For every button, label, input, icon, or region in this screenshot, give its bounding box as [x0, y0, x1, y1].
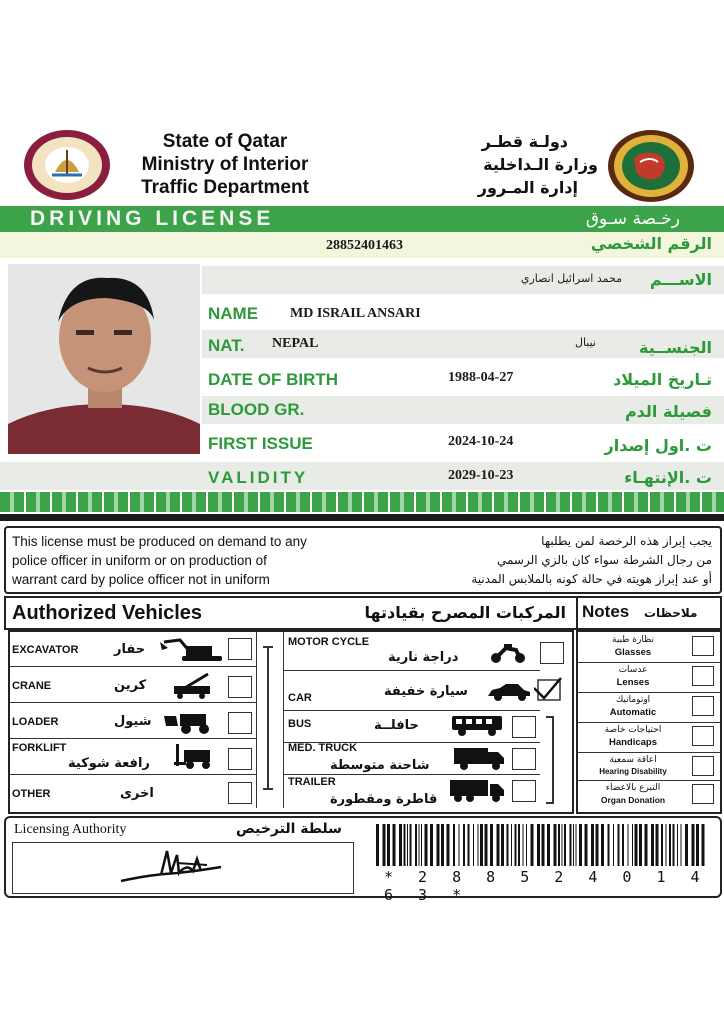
barcode-bar — [515, 824, 517, 866]
note-label-ar: اوتوماتيك — [615, 695, 651, 705]
authority-box — [4, 816, 722, 904]
barcode-bar — [410, 824, 412, 866]
barcode-bar — [453, 824, 455, 866]
vehicle-label: FORKLIFT — [12, 742, 67, 754]
notes-title: Notes — [582, 602, 630, 621]
barcode-bar — [585, 824, 588, 866]
other-checkbox[interactable] — [228, 782, 252, 804]
barcode-bar — [526, 824, 527, 866]
barcode-bar — [473, 824, 474, 866]
vehicle-label: MED. TRUCK — [288, 742, 358, 754]
forklift-icon — [174, 744, 218, 775]
vehicle-label-ar: سيارة خفيفة — [384, 684, 468, 699]
separator-bar — [0, 514, 724, 521]
barcode-bar — [459, 824, 460, 866]
barcode-bar — [468, 824, 470, 866]
header-department-ar: إدارة المـرور — [477, 178, 578, 197]
note-label-ar: نظارة طبية — [612, 635, 654, 645]
barcode-bar — [425, 824, 428, 866]
barcode-bar — [531, 824, 534, 866]
barcode-bar — [656, 824, 659, 866]
nationality-label: NAT. — [208, 336, 245, 355]
barcode-bar — [632, 824, 633, 866]
vehicle-label-ar: شيول — [114, 714, 152, 729]
vehicle-label-ar: اخرى — [120, 786, 154, 801]
barcode-bar — [666, 824, 667, 866]
barcode-bar — [562, 824, 563, 866]
header-state: State of Qatar — [162, 131, 288, 152]
barcode-bar — [518, 824, 520, 866]
barcode-bar — [523, 824, 524, 866]
barcode-bar — [591, 824, 594, 866]
barcode-bar — [645, 824, 648, 866]
vehicle-label: OTHER — [12, 788, 51, 800]
vehicle-label-ar: دراجة نارية — [388, 650, 459, 665]
header-state-ar: دولـة قطـر — [481, 132, 568, 151]
barcode — [374, 824, 708, 866]
heavy-vehicles-column — [10, 632, 256, 808]
vehicle-label-ar: رافعة شوكية — [68, 756, 150, 771]
barcode-bar — [601, 824, 604, 866]
vehicle-label-ar: شاحنة متوسطة — [330, 758, 430, 773]
vehicle-label: CAR — [288, 692, 312, 704]
automatic-checkbox[interactable] — [692, 696, 714, 716]
barcode-bar — [399, 824, 402, 866]
note-label: Handicaps — [608, 737, 658, 748]
moi-emblem-icon — [22, 128, 112, 202]
notice-line-1: This license must be produced on demand to any — [12, 534, 307, 549]
name-value-ar: محمد اسرائيل انصاري — [520, 272, 622, 285]
barcode-bar — [441, 824, 444, 866]
trailer-icon — [450, 780, 504, 807]
barcode-bar — [677, 824, 678, 866]
barcode-bar — [596, 824, 599, 866]
validity-value: 2029-10-23 — [448, 468, 514, 483]
vehicle-label-ar: كرين — [114, 678, 147, 693]
header-ministry: Ministry of Interior — [141, 154, 309, 175]
gcc-emblem-icon — [606, 128, 696, 204]
vehicle-label: EXCAVATOR — [12, 644, 79, 656]
license-title: DRIVING LICENSE — [30, 207, 275, 230]
barcode-bar — [576, 824, 577, 866]
barcode-bar — [437, 824, 440, 866]
vehicle-label: MOTOR CYCLE — [288, 636, 370, 648]
barcode-bar — [542, 824, 545, 866]
excavator-checkbox[interactable] — [228, 638, 252, 660]
barcode-bar — [501, 824, 504, 866]
note-label-ar: التبرع بالاعضاء — [605, 783, 661, 793]
barcode-bar — [421, 824, 422, 866]
note-label-ar: عدسات — [618, 665, 648, 675]
lenses-checkbox[interactable] — [692, 666, 714, 686]
barcode-bar — [419, 824, 420, 866]
personal-number: 28852401463 — [326, 238, 403, 253]
barcode-bar — [618, 824, 620, 866]
dob-label-ar: تـاريخ الميلاد — [613, 370, 712, 389]
dob-label: DATE OF BIRTH — [208, 370, 339, 389]
barcode-bar — [651, 824, 654, 866]
bus-checkbox[interactable] — [512, 716, 536, 738]
barcode-bar — [639, 824, 642, 866]
barcode-bar — [669, 824, 671, 866]
first-issue-label: FIRST ISSUE — [208, 434, 313, 453]
barcode-bar — [393, 824, 396, 866]
bracket-divider — [256, 632, 284, 808]
barcode-bar — [463, 824, 465, 866]
name-label: NAME — [208, 304, 259, 323]
barcode-bar — [696, 824, 699, 866]
light-vehicles-column — [284, 632, 540, 808]
authority-label-ar: سلطة الترخيص — [236, 821, 342, 837]
barcode-bar — [622, 824, 624, 866]
barcode-bar — [497, 824, 500, 866]
barcode-bar — [628, 824, 629, 866]
vehicles-title-box — [4, 596, 578, 630]
notice-line-1-ar: يجب إبراز هذه الرخصة لمن يطلبها — [541, 534, 712, 548]
vehicle-label: LOADER — [12, 716, 59, 728]
barcode-bar — [537, 824, 540, 866]
license-front — [0, 122, 724, 514]
holder-photo — [8, 264, 200, 454]
barcode-bar — [485, 824, 488, 866]
loader-icon — [164, 710, 220, 739]
notice-line-3: warrant card by police officer not in uniform — [12, 572, 270, 587]
car-icon — [486, 682, 532, 707]
nationality-value: NEPAL — [272, 336, 319, 351]
header-ministry-ar: وزارة الـداخلية — [483, 155, 598, 174]
barcode-bar — [430, 824, 433, 866]
barcode-bar — [387, 824, 390, 866]
barcode-bar — [702, 824, 705, 866]
name-value: MD ISRAIL ANSARI — [290, 306, 421, 321]
hearing-checkbox[interactable] — [692, 756, 714, 776]
notice-line-3-ar: أو عند إبراز هويته في حالة كونه بالملابس المدنية — [471, 572, 712, 586]
vehicle-label-ar: حافلــة — [374, 718, 419, 733]
vehicle-label: BUS — [288, 718, 312, 730]
bracket-divider-right — [542, 712, 564, 808]
note-label-ar: احتياجات خاصة — [604, 725, 662, 735]
blood-label: BLOOD GR. — [208, 400, 305, 419]
crane-checkbox[interactable] — [228, 676, 252, 698]
barcode-bar — [554, 824, 557, 866]
blood-label-ar: فصيلة الدم — [624, 402, 712, 421]
note-label: Glasses — [614, 647, 652, 658]
med-truck-checkbox[interactable] — [512, 748, 536, 770]
barcode-bar — [511, 824, 512, 866]
note-label: Organ Donation — [600, 795, 666, 805]
nationality-label-ar: الجنســية — [638, 338, 712, 357]
notice-line-2-ar: من رجال الشرطة سواء كان بالزي الرسمي — [496, 553, 712, 567]
barcode-bar — [507, 824, 509, 866]
barcode-bar — [383, 824, 386, 866]
barcode-bar — [480, 824, 483, 866]
barcode-bar — [415, 824, 417, 866]
nationality-value-ar: نيبال — [574, 336, 596, 349]
notes-title-box — [576, 596, 722, 630]
personal-number-label-ar: الرقم الشخصي — [590, 234, 712, 253]
barcode-bar — [579, 824, 582, 866]
authority-label: Licensing Authority — [14, 822, 127, 837]
car-checkbox[interactable] — [534, 676, 562, 702]
barcode-bar — [404, 824, 406, 866]
barcode-bar — [685, 824, 688, 866]
trailer-checkbox[interactable] — [512, 780, 536, 802]
barcode-bar — [681, 824, 682, 866]
first-issue-label-ar: ت .اول إصدار — [604, 436, 712, 455]
note-label: Hearing Disability — [599, 767, 667, 776]
vehicles-title-ar: المركبات المصرح بقيادتها — [364, 603, 566, 622]
loader-checkbox[interactable] — [228, 712, 252, 734]
notes-title-ar: ملاحظات — [644, 606, 698, 620]
motorcycle-icon — [488, 642, 528, 669]
organ-donation-checkbox[interactable] — [692, 784, 714, 804]
handicaps-checkbox[interactable] — [692, 726, 714, 746]
barcode-digits: * 2 8 8 5 2 4 0 1 4 6 3 * — [384, 868, 708, 904]
dob-value: 1988-04-27 — [448, 370, 514, 385]
barcode-bar — [564, 824, 566, 866]
notice-line-2: police officer in uniform or on production of — [12, 553, 267, 568]
first-issue-value: 2024-10-24 — [448, 434, 514, 449]
vehicle-label: TRAILER — [288, 776, 336, 788]
validity-label-ar: ت .الإنتهـاء — [624, 468, 712, 487]
notice-box — [4, 526, 722, 594]
crane-icon — [168, 672, 218, 705]
barcode-bar — [447, 824, 450, 866]
signature-icon — [117, 845, 227, 889]
glasses-checkbox[interactable] — [692, 636, 714, 656]
motorcycle-checkbox[interactable] — [540, 642, 564, 664]
note-label: Lenses — [616, 677, 650, 688]
signature-box — [12, 842, 354, 894]
header-department: Traffic Department — [141, 177, 309, 198]
barcode-bar — [547, 824, 550, 866]
barcode-bar — [376, 824, 379, 866]
vehicles-title: Authorized Vehicles — [12, 602, 203, 624]
note-label-ar: اعاقة سمعية — [609, 755, 657, 765]
forklift-checkbox[interactable] — [228, 748, 252, 770]
decorative-border — [0, 492, 724, 512]
barcode-bar — [613, 824, 614, 866]
vehicle-label-ar: حفار — [114, 642, 146, 657]
barcode-bar — [608, 824, 610, 866]
barcode-bar — [573, 824, 574, 866]
barcode-bar — [635, 824, 638, 866]
note-label: Automatic — [609, 707, 657, 718]
barcode-bar — [673, 824, 675, 866]
barcode-bar — [570, 824, 572, 866]
truck-icon — [454, 748, 504, 775]
license-title-ar: رخـصة سـوق — [585, 209, 680, 229]
bus-icon — [452, 716, 502, 741]
notes-column — [576, 630, 722, 814]
barcode-bar — [407, 824, 408, 866]
vehicle-label: CRANE — [12, 680, 52, 692]
barcode-bar — [558, 824, 560, 866]
barcode-bar — [478, 824, 479, 866]
barcode-bar — [661, 824, 663, 866]
validity-label: VALIDITY — [208, 468, 309, 487]
vehicle-label-ar: قاطرة ومقطورة — [330, 792, 438, 807]
name-label-ar: الاســـم — [649, 270, 712, 289]
barcode-bar — [692, 824, 695, 866]
barcode-bar — [490, 824, 493, 866]
excavator-icon — [160, 638, 226, 667]
